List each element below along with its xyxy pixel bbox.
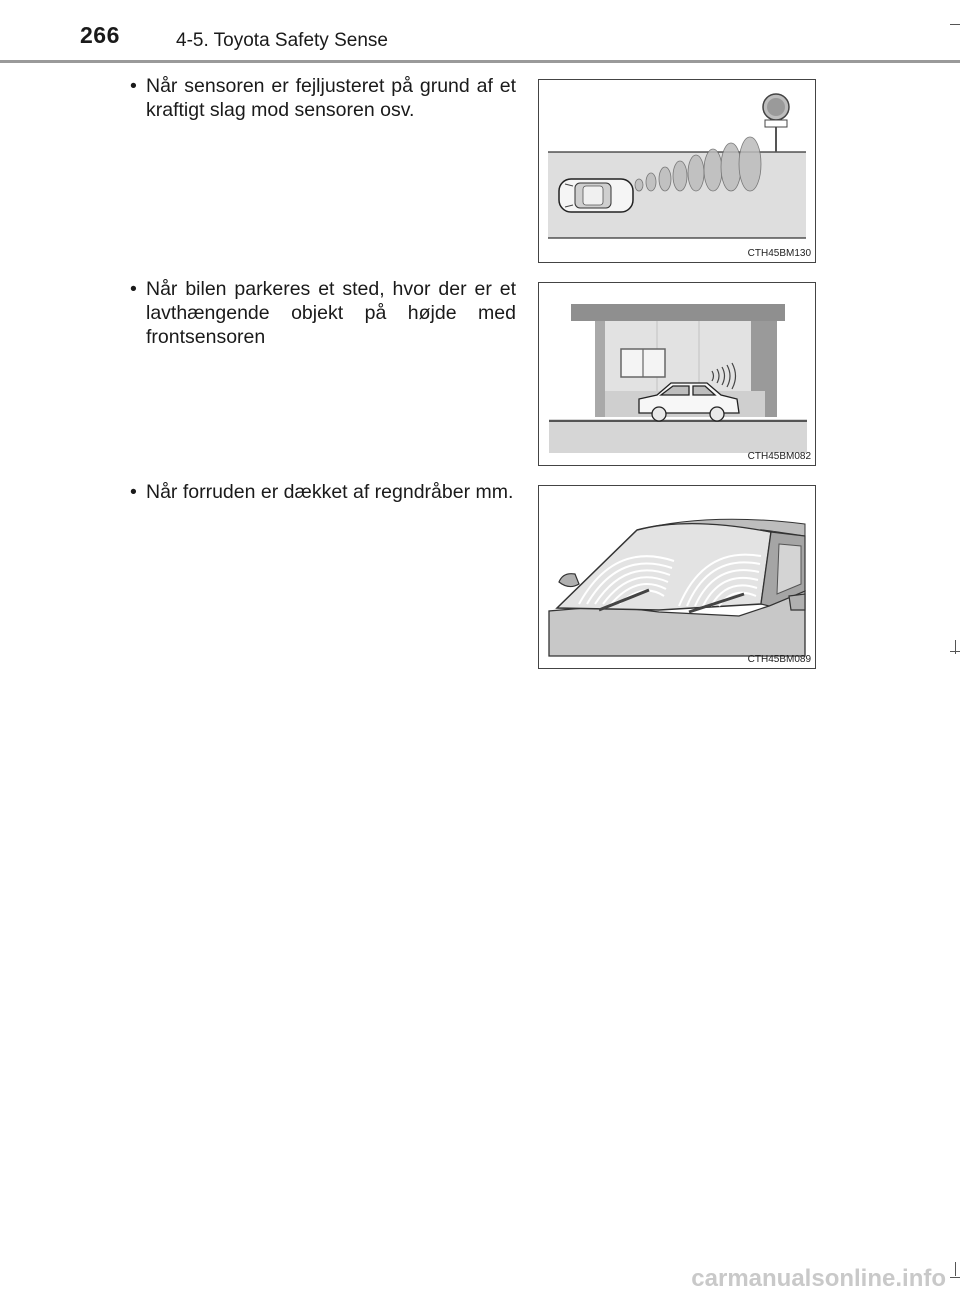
- bullet: •: [130, 481, 137, 503]
- figure-code: CTH45BM082: [747, 451, 811, 462]
- crop-mark: [950, 24, 960, 25]
- figure-misaligned-sensor: [538, 79, 816, 263]
- page-number: 266: [80, 22, 120, 48]
- bullet: •: [130, 278, 137, 300]
- item-text: Når forruden er dækket af regndråber mm.: [146, 481, 514, 503]
- header-rule: [0, 60, 960, 63]
- crop-mark: [950, 1277, 960, 1278]
- figure-code: CTH45BM089: [747, 654, 811, 665]
- watermark: carmanualsonline.info: [691, 1265, 946, 1292]
- section-title: 4-5. Toyota Safety Sense: [176, 30, 388, 51]
- list-item: [130, 74, 516, 122]
- list-item: [130, 277, 516, 349]
- car-parked-under-overhang-illustration: [539, 283, 816, 466]
- item-text: Når sensoren er fejljusteret på grund af et kraftigt slag mod sensoren osv.: [146, 75, 516, 121]
- windshield-rain-illustration: [539, 486, 816, 669]
- bullet: •: [130, 75, 137, 97]
- crop-mark: [955, 1262, 956, 1276]
- figure-rain-windshield: [538, 485, 816, 669]
- crop-mark: [950, 651, 960, 652]
- figure-code: CTH45BM130: [747, 248, 811, 259]
- car-sensor-beam-misaligned-illustration: [539, 80, 816, 263]
- item-text: Når bilen parkeres et sted, hvor der er et lavthængende objekt på højde med frontsensoren: [146, 278, 516, 348]
- figure-low-overhang: [538, 282, 816, 466]
- list-item: [130, 480, 516, 504]
